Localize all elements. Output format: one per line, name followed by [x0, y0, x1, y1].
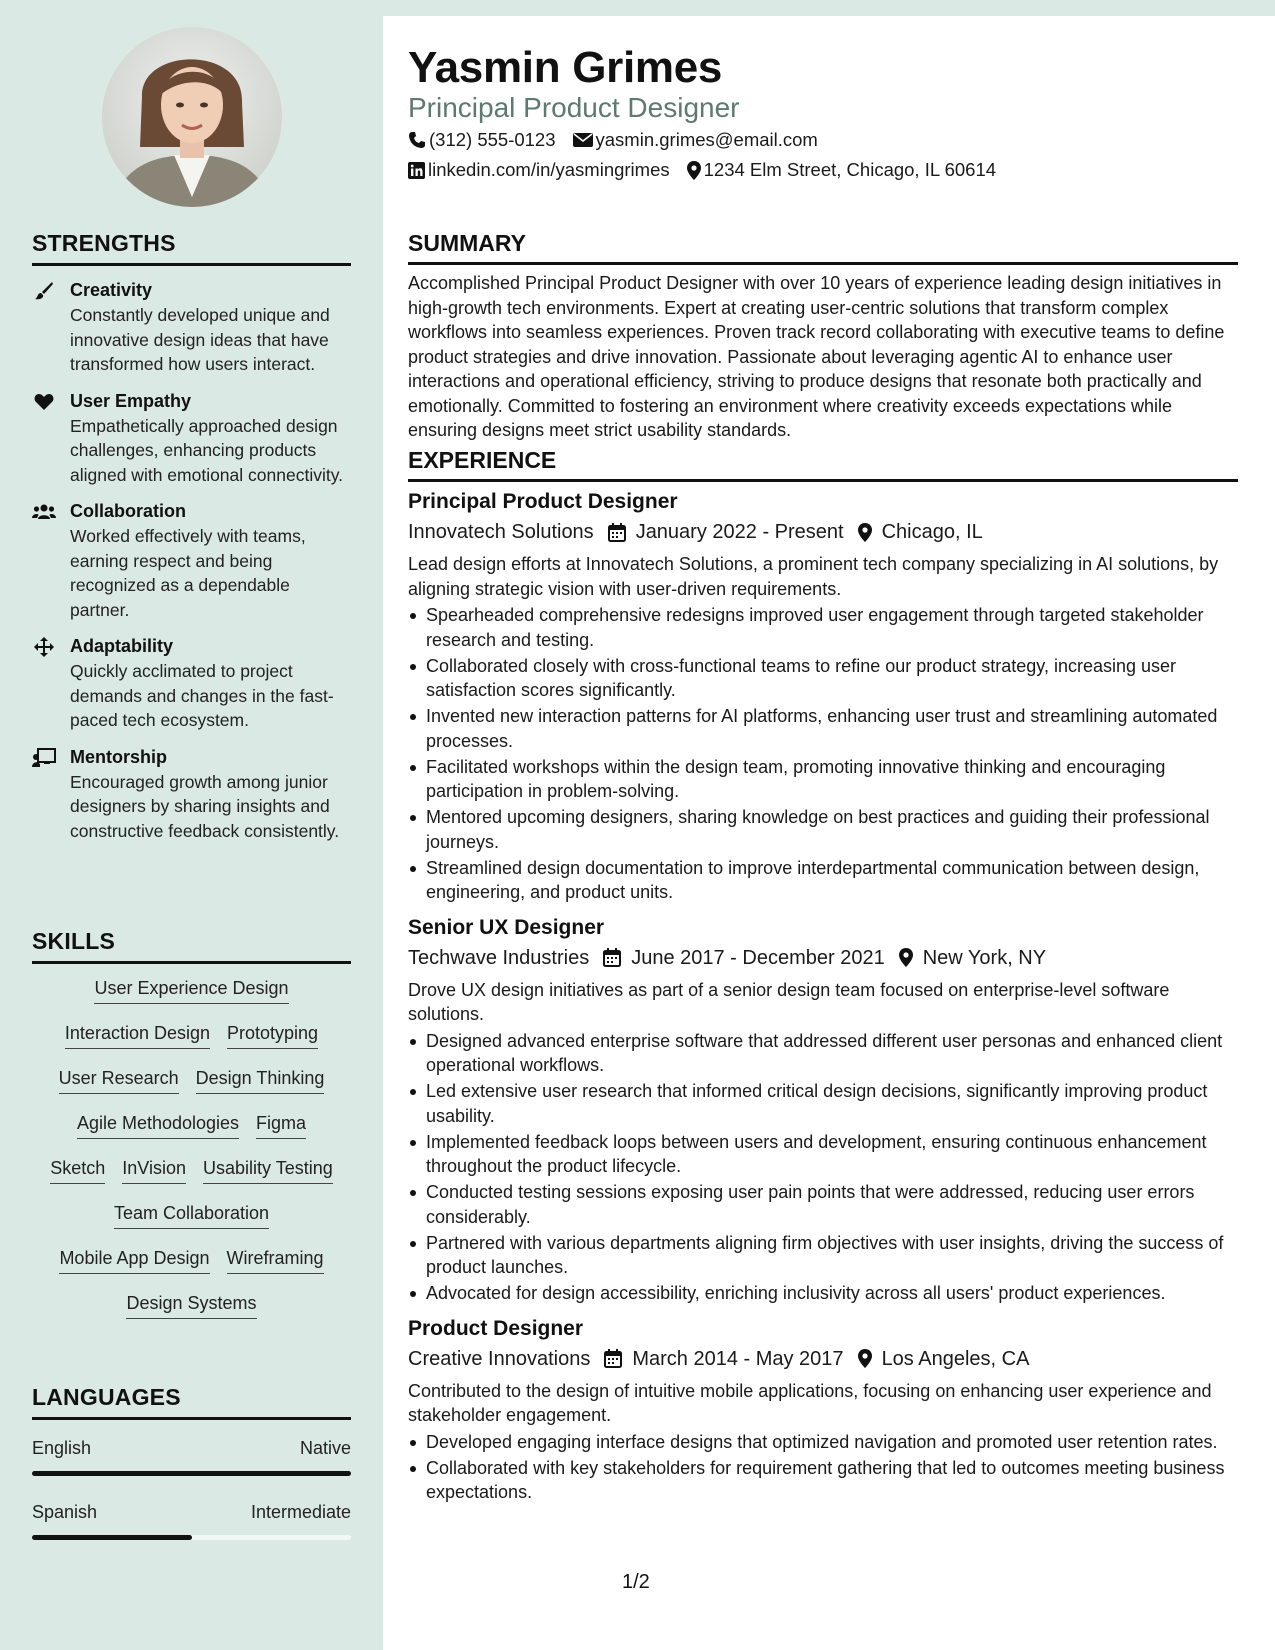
skill-row [32, 1246, 351, 1274]
job-meta [408, 1344, 1238, 1374]
contact-line-2 [408, 159, 1013, 181]
job-bullet: Implemented feedback loops between users and development, ensuring continuous enhancement throughout the product lifecycle. [408, 1130, 1238, 1179]
skill-tag: User Research [59, 1066, 179, 1094]
skill-tag: Figma [256, 1111, 306, 1139]
job-bullet: Invented new interaction patterns for AI platforms, enhancing user trust and streamlining automated processes. [408, 704, 1238, 753]
job-bullet: Spearheaded comprehensive redesigns improved user engagement through targeted stakeholder research and testing. [408, 603, 1238, 652]
experience-heading: EXPERIENCE [408, 447, 1238, 482]
strength-item [32, 278, 351, 377]
skill-row [32, 1111, 351, 1139]
main-content [383, 16, 1275, 1650]
strengths-heading: STRENGTHS [32, 230, 351, 266]
address-text: 1234 Elm Street, Chicago, IL 60614 [703, 159, 997, 180]
skill-tag: Team Collaboration [114, 1201, 269, 1229]
language-level: Intermediate [250, 1502, 351, 1522]
skill-tag: Prototyping [227, 1021, 318, 1049]
strength-item [32, 745, 351, 844]
job-bullet: Streamlined design documentation to improve interdepartmental communication between design, engineering, and product units. [408, 856, 1238, 905]
skill-tag: User Experience Design [94, 976, 288, 1004]
job-bullet: Led extensive user research that informed critical design decisions, significantly improving product usability. [408, 1079, 1238, 1128]
job-dates [604, 1344, 843, 1374]
company-name: Techwave Industries [408, 946, 590, 969]
job-location-text: Chicago, IL [881, 521, 983, 543]
skill-tag: Agile Methodologies [77, 1111, 239, 1139]
envelope-icon [573, 132, 593, 148]
skill-row [32, 1201, 351, 1229]
job-bullets [408, 1430, 1238, 1505]
calendar-icon [608, 523, 626, 542]
skill-tag: Sketch [50, 1156, 105, 1184]
job-bullet: Facilitated workshops within the design team, promoting innovative thinking and encouraging participation in problem-solving. [408, 755, 1238, 804]
summary-section [408, 230, 1238, 443]
strength-title: Mentorship [70, 746, 167, 767]
job-dates [603, 943, 885, 973]
job-dates-text: June 2017 - December 2021 [631, 946, 885, 969]
job-location-text: Los Angeles, CA [881, 1347, 1030, 1370]
linkedin-icon [408, 162, 425, 179]
heart-icon [32, 391, 56, 413]
job-dates-text: March 2014 - May 2017 [632, 1347, 844, 1370]
skill-tag: Design Systems [126, 1291, 256, 1319]
job-location-text: New York, NY [922, 946, 1047, 969]
skill-row [32, 1291, 351, 1319]
job-bullet: Collaborated closely with cross-functional teams to refine our product strategy, increasing user satisfaction scores significantly. [408, 654, 1238, 703]
job-intro: Contributed to the design of intuitive mobile applications, focusing on enhancing user experience and stakeholder engagement. [408, 1380, 1212, 1425]
sidebar [0, 0, 383, 1650]
email-contact [573, 129, 818, 151]
language-proficiency-bar [32, 1471, 351, 1476]
summary-text: Accomplished Principal Product Designer with over 10 years of experience leading design initiatives in high-growth tech environments. Expert at creating user-centric solutions that transform complex workflows into seamless experiences. Proven track record collaborating with executive teams to define product strategies and drive innovation. Passionate about leveraging agentic AI to enhance user interactions and operational efficiency, striving to produce designs that resonate both practically and emotionally. Committed to fostering an environment where creativity exceeds expectations while ensuring designs meet strict usability standards. [408, 273, 1225, 440]
job-location [858, 517, 983, 547]
skill-tag: Interaction Design [65, 1021, 210, 1049]
job-title: Principal Product Designer [408, 490, 678, 513]
map-pin-icon [858, 523, 872, 542]
job-bullet: Partnered with various departments aligning firm objectives with user insights, driving the success of product launches. [408, 1231, 1238, 1280]
job-location [858, 1344, 1030, 1374]
strength-description: Worked effectively with teams, earning respect and being recognized as a dependable partner. [70, 526, 306, 620]
job-title: Product Designer [408, 1316, 584, 1340]
skill-tag: Design Thinking [196, 1066, 325, 1094]
users-icon [32, 501, 56, 523]
strengths-section [32, 230, 351, 843]
phone-icon [408, 131, 426, 149]
job-meta [408, 943, 1238, 973]
company-name: Innovatech Solutions [408, 521, 594, 543]
language-proficiency-fill [32, 1471, 351, 1476]
skill-row [32, 976, 351, 1004]
linkedin-text: linkedin.com/in/yasmingrimes [428, 159, 670, 180]
language-name: English [32, 1438, 92, 1458]
calendar-icon [603, 948, 621, 967]
job-bullet: Mentored upcoming designers, sharing knowledge on best practices and guiding their professional journeys. [408, 805, 1238, 854]
language-level: Native [299, 1438, 351, 1458]
job-intro: Drove UX design initiatives as part of a senior design team focused on enterprise-level software solutions. [408, 979, 1170, 1024]
job-dates-text: January 2022 - Present [635, 521, 844, 543]
job-bullet: Collaborated with key stakeholders for requirement gathering that led to outcomes meeting business expectations. [408, 1456, 1238, 1505]
strength-description: Encouraged growth among junior designers by sharing insights and constructive feedback consistently. [70, 771, 340, 841]
job-bullets [408, 1029, 1238, 1306]
job-location [899, 943, 1046, 973]
skills-list [32, 976, 351, 1319]
job-title: Senior UX Designer [408, 915, 605, 939]
map-pin-icon [899, 948, 913, 967]
paintbrush-icon [32, 280, 56, 302]
map-pin-icon [858, 1349, 872, 1368]
experience-section [408, 447, 1238, 1506]
strength-title: Collaboration [70, 501, 186, 521]
map-pin-icon [687, 161, 701, 180]
strength-title: User Empathy [70, 390, 192, 411]
phone-text: (312) 555-0123 [429, 129, 556, 150]
page-number: 1/2 [622, 1571, 650, 1593]
skill-tag: Mobile App Design [59, 1246, 209, 1274]
job-bullet: Developed engaging interface designs that optimized navigation and promoted user retention rates. [408, 1430, 1238, 1455]
candidate-name: Yasmin Grimes [408, 43, 723, 92]
strength-description: Quickly acclimated to project demands and changes in the fast-paced tech ecosystem. [70, 661, 334, 730]
skill-row [32, 1021, 351, 1049]
job-bullet: Designed advanced enterprise software that addressed different user personas and enhanced client operational workflows. [408, 1029, 1238, 1078]
skill-row [32, 1156, 351, 1184]
contact-line-1 [408, 129, 835, 151]
arrows-move-icon [32, 636, 56, 658]
language-item [32, 1438, 351, 1476]
job-entry [408, 1314, 1238, 1505]
skill-tag: InVision [122, 1156, 186, 1184]
job-bullet: Advocated for design accessibility, enriching inclusivity across all users' product experiences. [408, 1281, 1238, 1306]
strength-title: Adaptability [70, 636, 174, 656]
linkedin-contact [408, 159, 670, 181]
job-bullet: Conducted testing sessions exposing user pain points that were addressed, reducing user errors considerably. [408, 1180, 1238, 1229]
skills-heading: SKILLS [32, 928, 351, 964]
profile-photo [102, 27, 282, 207]
teacher-icon [32, 747, 56, 769]
strength-title: Creativity [70, 280, 153, 300]
strength-item [32, 389, 351, 488]
strength-item [32, 499, 351, 622]
phone-contact [408, 129, 556, 151]
language-proficiency-fill [32, 1535, 192, 1540]
summary-heading: SUMMARY [408, 230, 1238, 265]
address-contact [687, 159, 996, 181]
candidate-title: Principal Product Designer [408, 92, 740, 123]
job-entry [408, 487, 1238, 905]
language-proficiency-bar [32, 1535, 351, 1540]
job-bullets [408, 603, 1238, 905]
languages-section [32, 1384, 351, 1540]
language-name: Spanish [32, 1502, 98, 1522]
languages-heading: LANGUAGES [32, 1384, 351, 1420]
strength-item [32, 634, 351, 733]
company-name: Creative Innovations [408, 1347, 591, 1370]
email-text: yasmin.grimes@email.com [595, 129, 818, 150]
job-entry [408, 913, 1238, 1306]
calendar-icon [604, 1349, 622, 1368]
language-item [32, 1502, 351, 1540]
job-dates [608, 517, 844, 547]
job-meta [408, 517, 1238, 547]
skills-section [32, 928, 351, 1336]
job-intro: Lead design efforts at Innovatech Solutions, a prominent tech company specializing in AI solutions, by aligning strategic vision with user-driven requirements. [408, 554, 1219, 599]
skill-row [32, 1066, 351, 1094]
strength-description: Empathetically approached design challenges, enhancing products aligned with emotional connectivity. [70, 415, 344, 485]
skill-tag: Usability Testing [203, 1156, 333, 1184]
skill-tag: Wireframing [227, 1246, 324, 1274]
strength-description: Constantly developed unique and innovative design ideas that have transformed how users interact. [70, 305, 330, 374]
